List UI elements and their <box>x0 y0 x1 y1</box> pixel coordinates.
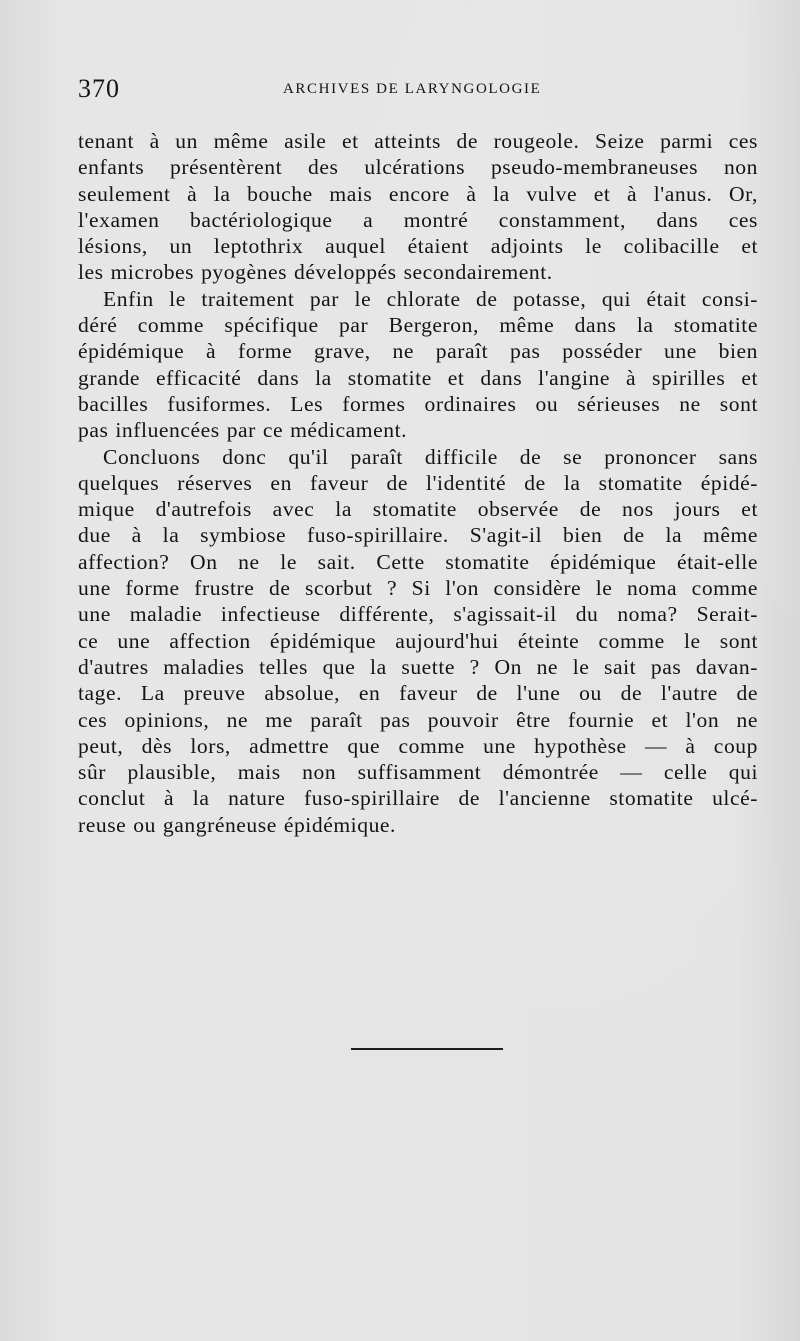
text-line: sûr plausible, mais non suffisamment démontrée — celle qui <box>78 760 758 785</box>
text-line: mique d'autrefois avec la stomatite observée de nos jours et <box>78 497 758 522</box>
text-line: les microbes pyogènes développés secondairement. <box>78 260 553 285</box>
page-header <box>78 74 758 106</box>
text-line: peut, dès lors, admettre que comme une hypothèse — à coup <box>78 733 758 758</box>
text-line: enfants présentèrent des ulcérations pseudo-membraneuses non <box>78 155 758 180</box>
text-line: seulement à la bouche mais encore à la vulve et à l'anus. Or, <box>78 181 758 206</box>
text-line: tenant à un même asile et atteints de rougeole. Seize parmi ces <box>78 129 758 153</box>
text-line: une forme frustre de scorbut ? Si l'on considère le noma comme <box>78 576 758 601</box>
text-line: quelques réserves en faveur de l'identité de la stomatite épidé- <box>78 470 758 495</box>
text-line: d'autres maladies telles que la suette ? On ne le sait pas davan- <box>78 654 758 679</box>
text-line: l'examen bactériologique a montré constamment, dans ces <box>78 207 758 232</box>
text-line: déré comme spécifique par Bergeron, même dans la stomatite <box>78 313 758 338</box>
page-number: 370 <box>78 74 120 103</box>
text-line: bacilles fusiformes. Les formes ordinaires ou sérieuses ne sont <box>78 391 758 416</box>
text-line: lésions, un leptothrix auquel étaient adjoints le colibacille et <box>78 234 758 259</box>
text-line: une maladie infectieuse différente, s'agissait-il du noma? Serait- <box>78 602 758 627</box>
text-line: grande efficacité dans la stomatite et dans l'angine à spirilles et <box>78 365 758 390</box>
text-line: reuse ou gangréneuse épidémique. <box>78 812 396 837</box>
section-end-rule <box>351 1048 503 1050</box>
text-line: épidémique à forme grave, ne paraît pas posséder une bien <box>78 339 758 364</box>
text-line: pas influencées par ce médicament. <box>78 418 408 443</box>
text-line: Concluons donc qu'il paraît difficile de se prononcer sans <box>103 444 758 469</box>
text-line: due à la symbiose fuso-spirillaire. S'agit-il bien de la même <box>78 523 758 548</box>
text-line: tage. La preuve absolue, en faveur de l'une ou de l'autre de <box>78 681 758 706</box>
text-line: ces opinions, ne me paraît pas pouvoir être fournie et l'on ne <box>78 707 758 732</box>
text-line: conclut à la nature fuso-spirillaire de l'ancienne stomatite ulcé- <box>78 786 758 811</box>
text-line: Enfin le traitement par le chlorate de potasse, qui était consi- <box>103 286 758 311</box>
text-line: ce une affection épidémique aujourd'hui éteinte comme le sont <box>78 628 758 653</box>
text-line: affection? On ne le sait. Cette stomatite épidémique était-elle <box>78 549 758 574</box>
body-text <box>78 128 758 838</box>
running-title: ARCHIVES DE LARYNGOLOGIE <box>283 81 542 97</box>
